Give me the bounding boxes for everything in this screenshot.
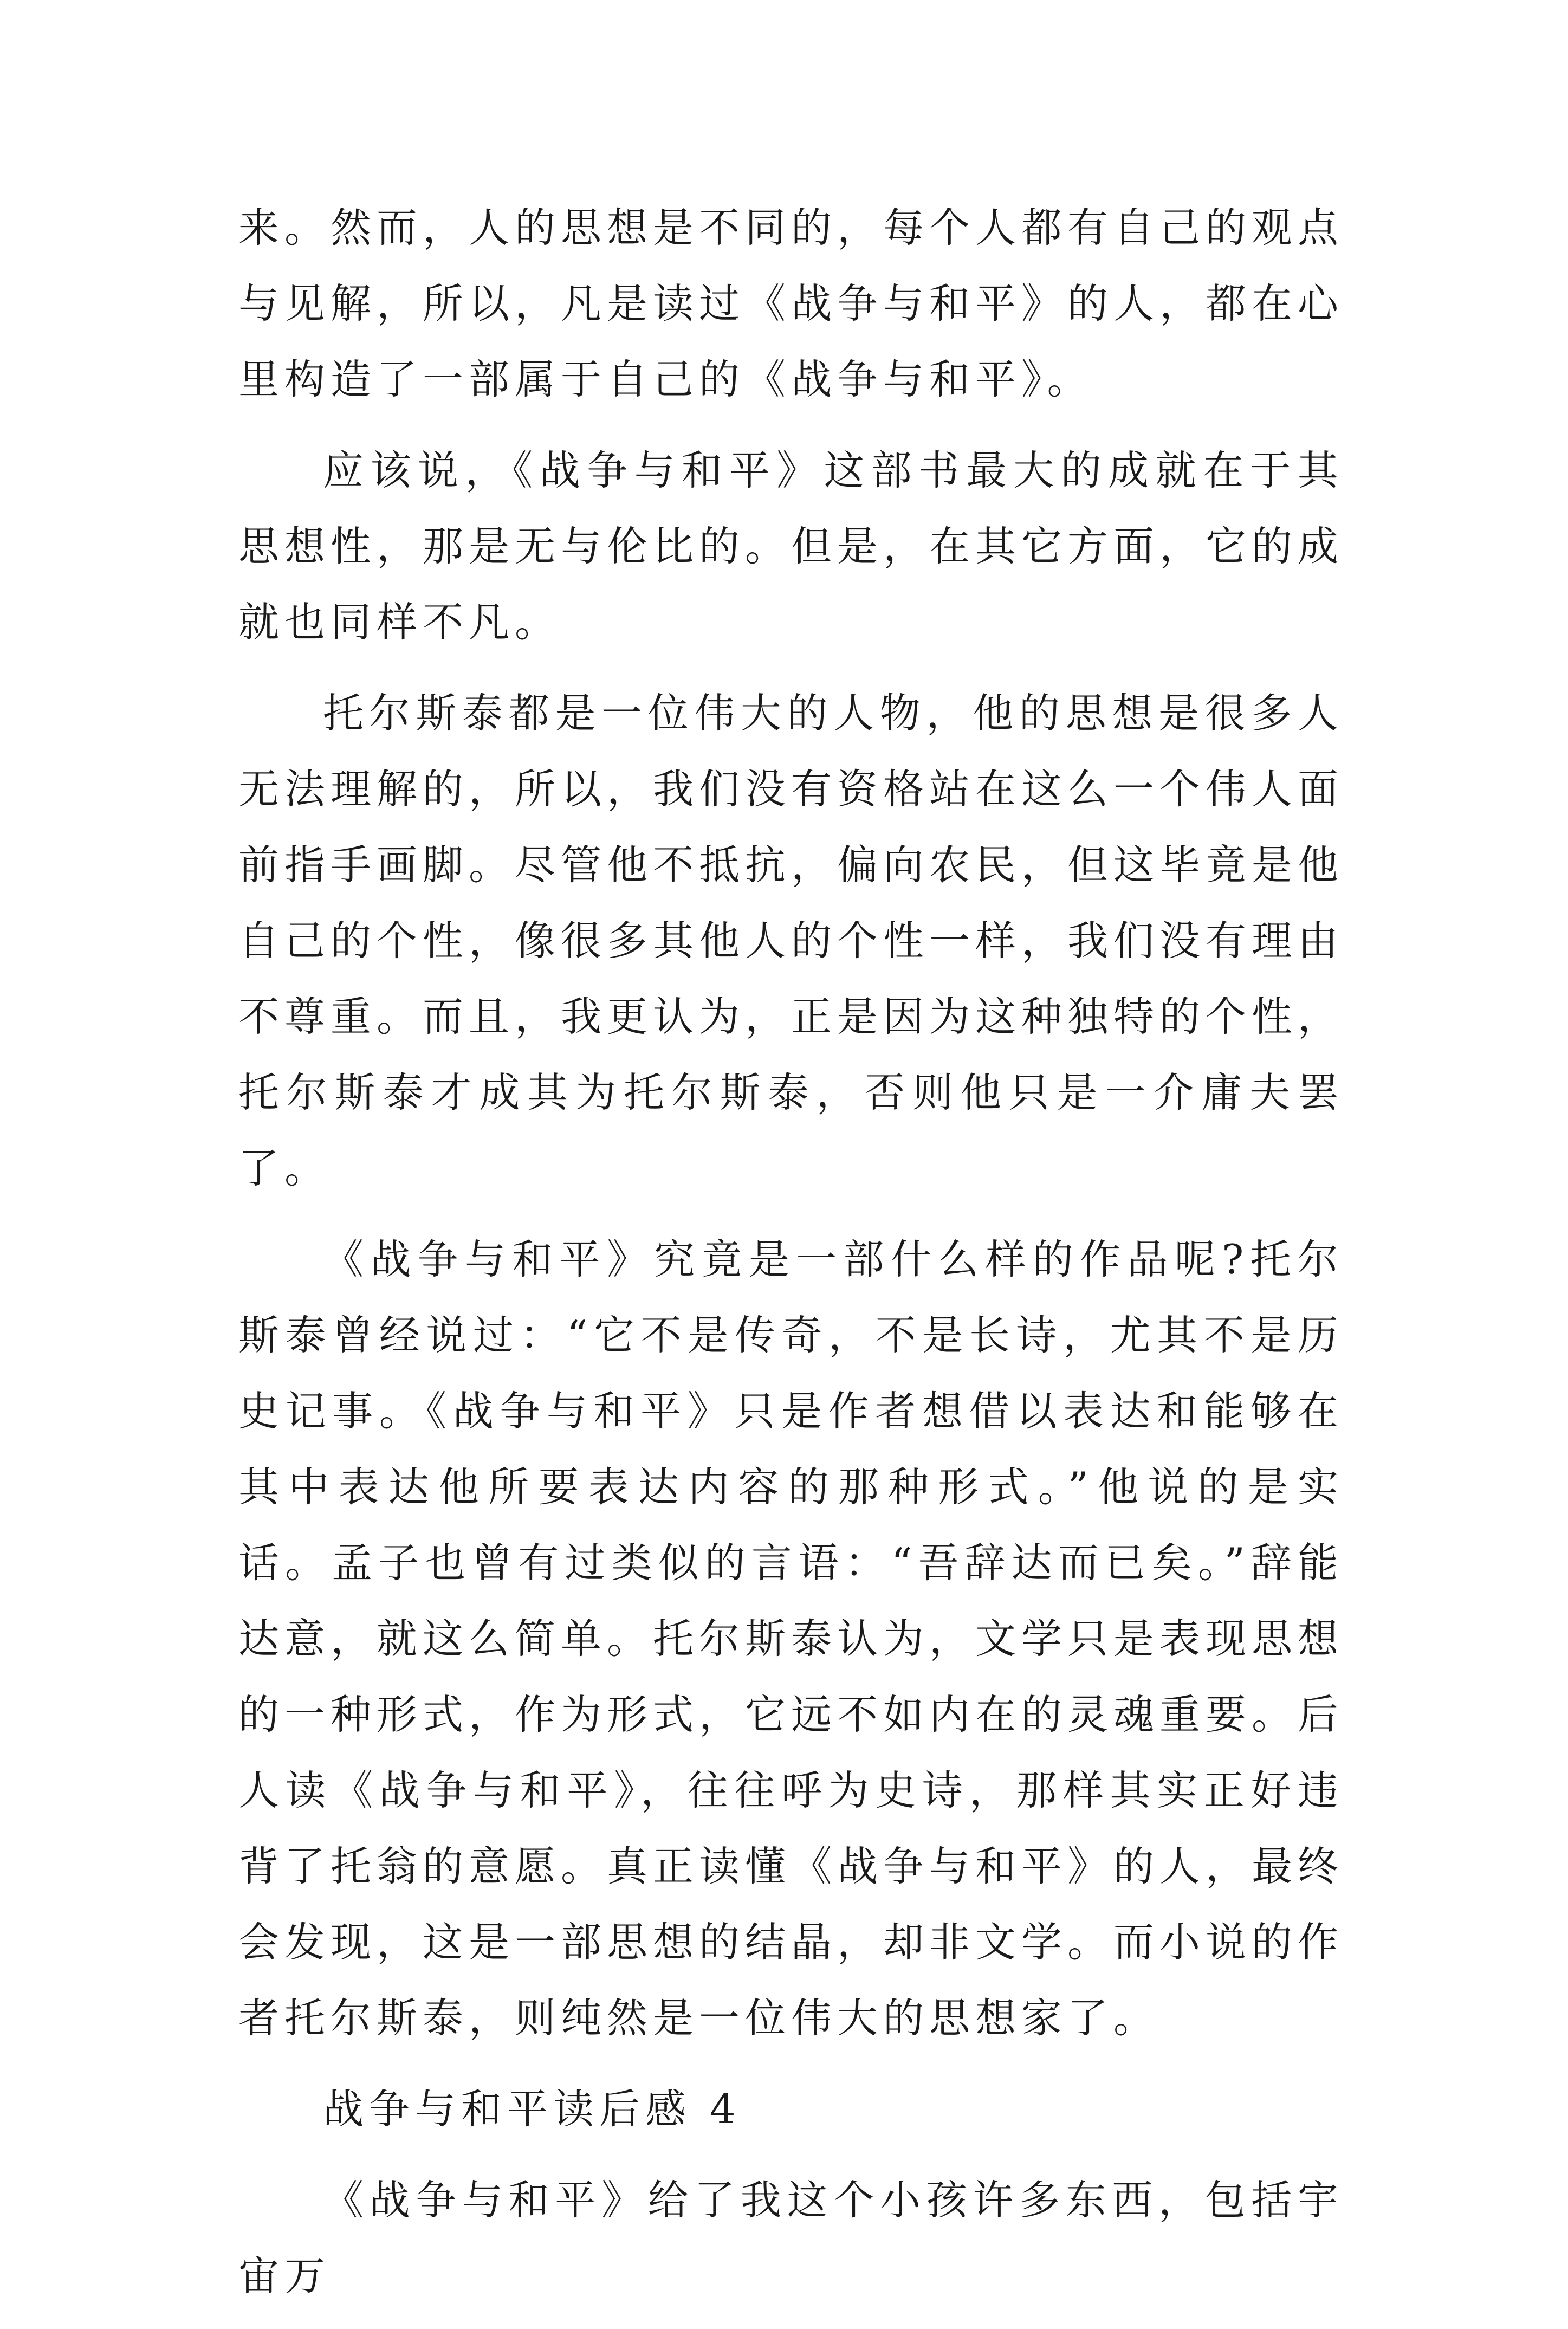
section-heading: 战争与和平读后感 4 <box>323 2085 741 2133</box>
paragraph-what-kind-of-work: 《战争与和平》究竟是一部什么样的作品呢?托尔斯泰曾经说过：“它不是传奇，不是长诗，尤其不是历史记事。《战争与和平》只是作者想借以表达和能够在其中表达他所要表达内容的那种形式。”他说的是实话。孟子也曾有过类似的言语：“吾辞达而已矣。”辞能达意，就这么简单。托尔斯泰认为，文学只是表现思想的一种形式，作为形式，它远不如内在的灵魂重要。后人读《战争与和平》，往往呼为史诗，那样其实正好违背了托翁的意愿。真正读懂《战争与和平》的人，最终会发现，这是一部思想的结晶，却非文学。而小说的作者托尔斯泰，则纯然是一位伟大的思想家了。 <box>238 1235 1344 2042</box>
paragraph-tolstoy-personality: 托尔斯泰都是一位伟大的人物，他的思想是很多人无法理解的，所以，我们没有资格站在这么一个伟人面前指手画脚。尽管他不抵抗，偏向农民，但这毕竟是他自己的个性，像很多其他人的个性一样，我们没有理由不尊重。而且，我更认为，正是因为这种独特的个性，托尔斯泰才成其为托尔斯泰，否则他只是一介庸夫罢了。 <box>238 689 1344 1192</box>
paragraph-continuation: 来。然而，人的思想是不同的，每个人都有自己的观点与见解，所以，凡是读过《战争与和平》的人，都在心里构造了一部属于自己的《战争与和平》。 <box>238 204 1344 403</box>
paragraph-section-4-start: 《战争与和平》给了我这个小孩许多东西，包括宇宙万 <box>238 2176 1344 2300</box>
paragraph-ideological-achievement: 应该说，《战争与和平》这部书最大的成就在于其思想性，那是无与伦比的。但是，在其它方面，它的成就也同样不凡。 <box>238 447 1344 646</box>
document-page <box>238 190 1344 2329</box>
